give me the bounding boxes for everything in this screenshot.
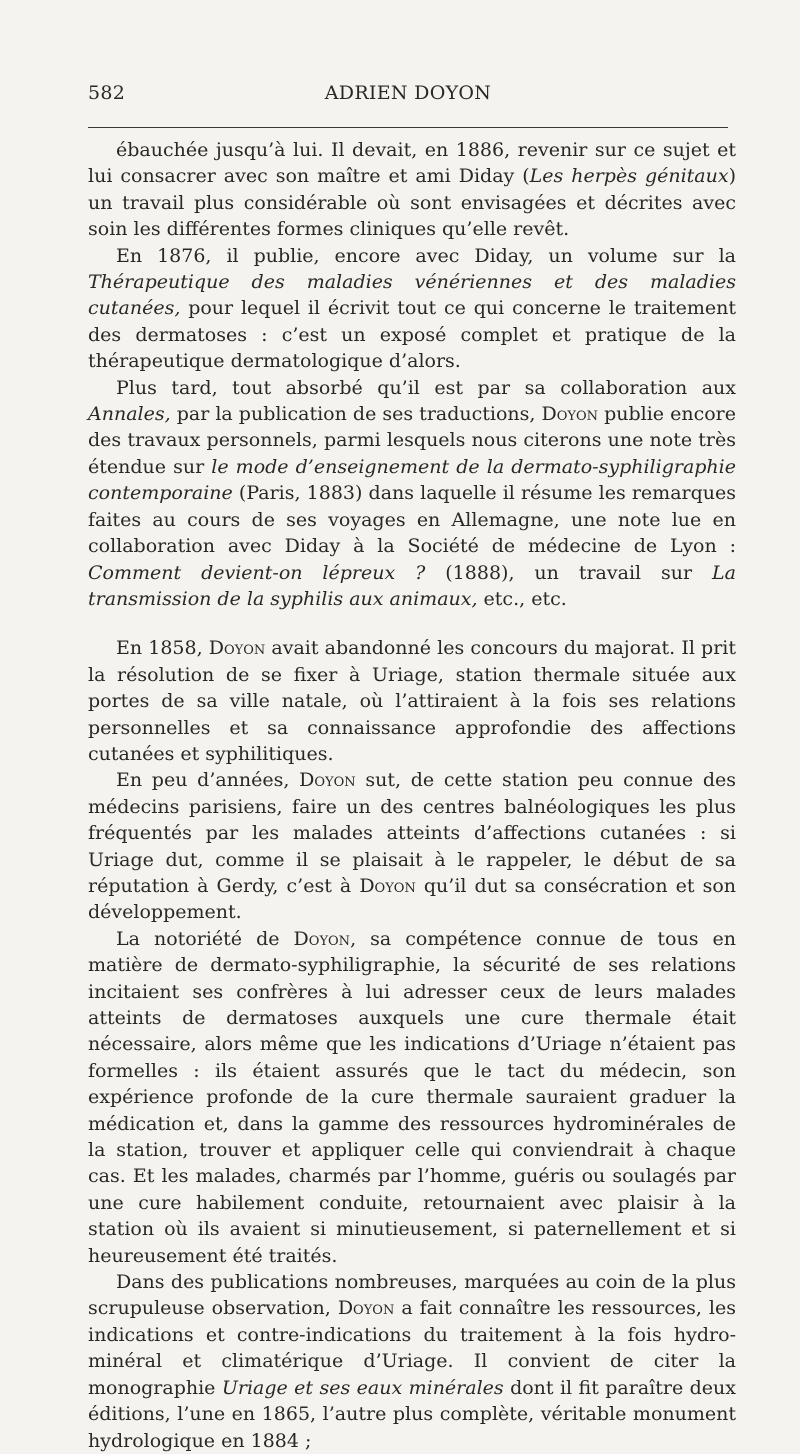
text-run: En peu d’années, [116,769,300,792]
text-run: avait abandonné les concours du majorat. Il prit la résolution de se fixer à Uriage, station thermale située aux portes de sa ville natale, où l’attiraient à la fois ses relations personnelles et sa connaissance approfondie des affections cutanées et syphilitiques. [88,637,736,765]
body-text [88,137,736,1454]
text-run: dont il fit paraître deux éditions, l’une en 1865, l’autre plus complète, véritable monument hydrologique en 1884 ; [88,1376,736,1452]
text-run: publie encore des travaux personnels, parmi lesquels nous citerons une note très étendue sur [88,403,736,478]
text-run: Dans des publications nombreuses, marquées au coin de la plus scrupuleuse observation, [88,1271,736,1320]
author-name: Doyon [541,403,599,426]
text-run: sut, de cette station peu connue des médecins parisiens, faire un des centres balnéologiques les plus fréquentés par les malades atteints d’affections cutanées : si Uriage dut, comme il se plaisait à le rappeler, le début de sa réputation à Gerdy, c’est à [88,769,737,897]
author-name: Doyon [208,637,266,660]
text-run: etc., etc. [477,587,567,610]
paragraph-1 [88,137,736,243]
italic-title: Comment devient-on lépreux ? [88,561,426,584]
text-run: En 1858, [116,637,209,660]
paragraph-5 [88,767,736,925]
page-number: 582 [88,82,126,104]
text-run: a fait connaître les ressources, les indications et contre-indications du traitement à la fois hydro-minéral et climatérique d’Uriage. Il convient de citer la monographie [88,1297,736,1399]
text-run: par la publication de ses traductions, [170,403,542,426]
italic-title: Uriage et ses eaux minérales [221,1376,504,1399]
paragraph-6 [88,926,736,1269]
author-name: Doyon [359,874,416,897]
text-run: pour lequel il écrivit tout ce qui concerne le traitement des dermatoses : c’est un exposé complet et pratique de la thérapeutique dermatologique d’alors. [88,297,736,373]
italic-title: La transmission de la syphilis aux animaux, [88,561,736,610]
text-run: La notoriété de [116,927,294,950]
text-run: (1888), un travail sur [425,561,713,584]
text-run: ébauchée jusqu’à lui. Il devait, en 1886, revenir sur ce sujet et lui consacrer avec son maître et ami Diday ( [88,139,736,188]
paragraph-2 [88,243,736,375]
italic-title: le mode d’enseignement de la dermato-syphiligraphie contemporaine [88,455,736,505]
text-run: (Paris, 1883) dans laquelle il résume les remarques faites au cours de ses voyages en Allemagne, une note lue en collaboration avec Diday à la Société de médecine de Lyon : [88,482,736,558]
italic-title: Thérapeutique des maladies vénériennes et des maladies cutanées, [88,271,736,320]
page-header [88,82,728,112]
paragraph-4 [88,635,736,767]
text-run: Plus tard, tout absorbé qu’il est par sa collaboration aux [116,376,736,399]
text-run: , sa compétence connue de tous en matière de dermato-syphiligraphie, la sécurité de ses relations incitaient ses confrères à lui adresser ceux de leurs malades atteints de dermatoses auxquels une cure thermale était nécessaire, alors même que les indications d’Uriage n’étaient pas formelles : ils étaient assurés que le tact du médecin, son expérience profonde de la cure thermale sauraient graduer la médication et, dans la gamme des ressources hydrominérales de la station, trouver et appliquer celle qui conviendrait à chaque cas. Et les malades, charmés par l’homme, guéris ou soulagés par une cure habilement conduite, retournaient avec plaisir à la station où ils avaient si minutieusement, si paternellement et si heureusement été traités. [88,927,736,1267]
paragraph-3 [88,375,736,613]
italic-title: Annales, [88,403,171,426]
header-rule [88,127,728,128]
text-run: En 1876, il publie, encore avec Diday, un volume sur la [116,244,736,267]
author-name: Doyon [293,927,351,950]
running-title: ADRIEN DOYON [324,82,492,104]
text-run: ) un travail plus considérable où sont envisagées et décrites avec soin les différentes formes cliniques qu’elle revêt. [88,165,736,241]
paragraph-7 [88,1269,736,1454]
author-name: Doyon [337,1297,395,1320]
author-name: Doyon [299,769,356,792]
italic-title: Les herpès génitaux [529,165,729,188]
text-run: qu’il dut sa consécration et son développement. [88,874,736,924]
